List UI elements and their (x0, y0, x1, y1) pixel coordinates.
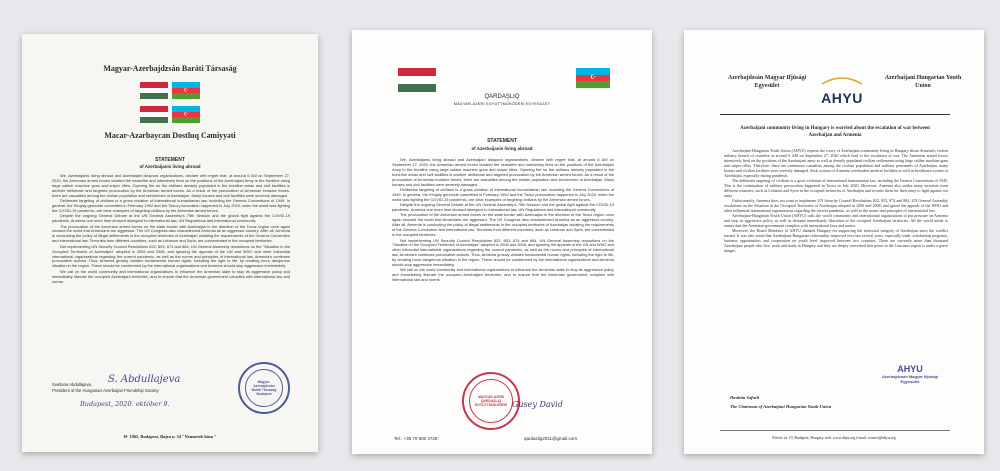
document-page-1 (22, 34, 318, 452)
signatory-block (730, 393, 831, 411)
signatory-title: President of the Hungarian-Azerbaijan Friendship Society (52, 388, 159, 393)
body-paragraph: Unfortunately, Armenia does not want to implement UN Security Council Resolutions 822, 853, 874 and 884, UN General Assembly resolutions on the Situation in the Occupied Territories of Azerbaijan adopted in 2006 and 2008, and ignore the appeals of the WHO and other influential international organizations regarding the current pandemic, as well as the norms and principles of international law. (724, 198, 948, 213)
statement-body (392, 158, 614, 284)
statement-subheading: of Azerbaijanis living abroad (139, 164, 201, 169)
stamp (872, 364, 948, 384)
body-paragraph: Azerbaijani-Hungarian Youth Union (AHYU) express the worry of Azerbaijani community living in Hungary about Armenia's violent military breach of ceasefire at around 6 AM on September 27, 2020 which lead to the escalation of war. The Armenian armed forces intensively fired on the positions of the Azerbaijani army as well as densely populated civilian settlements using large caliber machine guns and sniper rifles. Therefore, there are continuous casualties among the civilian population and military personnels of Azerbaijan, many houses and civilian facilities were severely damaged. Such actions of Armenia overburden medical facilities as well as healthcare system of Azerbaijan, especially during pandemic. (724, 148, 948, 178)
azerbaijan-flag-icon (576, 68, 610, 88)
stamp-text: Azerbajdzsán Magyar Ifjúsági Egyesület (881, 374, 938, 384)
stamp-logo: AHYU (897, 364, 923, 374)
statement-body (724, 148, 948, 253)
phone-number: Tel.: +36 70 600 4725; (394, 436, 439, 441)
contact-footer: Eötvös út. 19, Budapest, Hungary web: www.ahyu.org e-mail: contact@ahyu.org (772, 436, 896, 440)
body-paragraph: The provocation of the Armenian armed forces on the state border with Azerbaijan in the direction of the Tovuz region once again showed the world that Armenians are aggressor. The US Congress also characterized Armenia as an aggressor country. After all, Armenia is conducting the policy of illegal settlements in the occupied territories of Azerbaijan violating the requirements of the Geneva Convention and international law. Terrorists from different countries, such as Lebanon and Syria, are concentrated in the occupied territories. (392, 212, 614, 238)
organization-stamp: MAGYAR-AZERI QARDAŞLIQ EGYÜTTMŰKÖDÉSI (462, 372, 520, 430)
body-paragraph: Not implementing UN Security Council Resolutions 822, 853, 874 and 884, UN General Assembly resolutions on the "Situation in the Occupied Territories of Azerbaijan" adopted in 2006 and 2008, and ignoring the appeals of the UN and WHO and other influential international organizations regarding the current pandemic, as well as the norms and principles of international law, Armenia's continues provocative actions. Thus, Armenia grossly violates fundamental human rights, including the right to life, by creating more dangerous situation in the region. These should be condemned by the international organizations and Armenia should stop aggression immediately. (52, 243, 290, 269)
body-paragraph: We call on the world community and international organizations to influence the Armenian state to stop its aggressive policy and immediately liberate the occupied Azerbaijani territories, and to ensure that the Armenian government complies with international law and norms. (52, 268, 290, 284)
body-paragraph: We, Azerbaijanis living abroad and Azerbaijani diaspora organizations, declare with regret that, at around 6 AM on September 27, 2020, the Armenian armed forces violated the ceasefire and intensively fired on the positions of the Azerbaijani Army in the frontline using large caliber machine guns and sniper rifles. Opening fire on the civilians densely populated in the front-line areas and civil facilities is another deliberate and targeted provocation by the Armenian armed forces. As a result of the provocation of Armenian invasive forces, there are casualties among the civilian population and servicemen of Azerbaijan. Many houses and civil facilities were severely damaged. (392, 157, 614, 187)
body-paragraph: Azerbaijani-Hungarian Youth Union (AHYU) calls the world community and international organizations to put pressure on Armenia and stop its aggressive policy as well as demand immediately liberation of the occupied Azerbaijani territories. All the world needs to ensure that the Armenian government complies with international laws and norms. (724, 213, 948, 228)
body-paragraph: We call on the world community and international organizations to influence the Armenian state to stop its aggressive policy and immediately liberate the occupied Azerbaijani territories, and to ensure that the Armenian government complies with international law and norms. (392, 267, 614, 283)
org-name-hungarian: Azerbajdzsán Magyar Ifjúsági Egyesület (727, 75, 807, 89)
document-page-2 (352, 30, 652, 454)
org-name-azerbaijani: Macar-Azərbaycan Dostluq Cəmiyyəti (104, 131, 236, 140)
hungary-flag-icon (398, 68, 436, 92)
handwritten-place-date: Budapest, 2020. október 9. (80, 400, 170, 408)
org-name-azerbaijani: QARDAŞLIQ (484, 94, 520, 100)
org-name-hungarian: Magyar-Azerbajdzsán Baráti Társaság (103, 64, 237, 73)
ahyu-logo: AHYU (814, 72, 870, 106)
hungary-flag-icon (140, 82, 168, 99)
signature: Gusey David (512, 400, 563, 409)
document-title: Azerbaijani community living in Hungary is worried about the escalation of war between Azerbaijan and Armenia (740, 126, 930, 138)
azerbaijan-flag-icon (172, 106, 200, 123)
body-paragraph: We, Azerbaijanis living abroad and Azerbaijani diaspora organizations, declare with regret that, at around 6 AM on September 27, 2020, the Armenian armed forces violated the ceasefire and intensively fired on the positions of the Azerbaijani Army in the frontline using large caliber machine guns and sniper rifles. Opening fire on the civilians densely populated in the frontline areas and civil facilities is another deliberate and targeted provocation by the Armenian armed forces. As a result of the provocation of Armenian invasive forces, there are casualties among the civilian population and servicemen of Azerbaijan. Many houses and civil facilities were severely damaged. (52, 173, 290, 198)
body-paragraph: The deliberate targeting of civilians is a gross violation of international humanitarian law, including the Geneva Conventions of 1949. This is the continuation of military provocation happened in Tovuz in July 2020. Moreover, Armenia also settles many terrorists from different countries, such as Lebanon and Syria in the occupied territories of Azerbaijan and recruits them for their army to fight against our army. (724, 178, 948, 198)
azerbaijan-flag-icon (172, 82, 200, 99)
body-paragraph: Despite the ongoing General Debate at the UN General Assembly's 75th Session and the global fight against the COVID-19 pandemic, Armenia one more time showed disregard to international law, UN Regulations and international community. (52, 213, 290, 224)
body-paragraph: Not implementing UN Security Council Resolutions 822, 853, 874 and 884, UN General Assembly resolutions on the "Situation in the Occupied Territories of Azerbaijan" adopted in 2006 and 2008, and ignoring the appeals of the UN and WHO and other influential international organizations regarding the current pandemic, as well as the norms and principles of international law, Armenia's continues provocative actions. Thus, Armenia grossly violates fundamental human rights, including the right to life, by creating more dangerous situation in the region. These should be condemned by the international organizations and Armenia should stop aggression immediately. (392, 237, 615, 268)
body-paragraph: Despite the ongoing General Debate at the UN General Assembly's 75th Session and the global fight against the COVID-19 pandemic, Armenia one more time showed disregard to international law, UN Regulations and international community. (392, 202, 614, 213)
statement-title: STATEMENT (487, 138, 517, 144)
org-name-hungarian: MAGYAR-AZERI EGYÜTTMŰKÖDÉSI EGYESÜLET (453, 102, 551, 106)
statement-subheading: of Azerbaijanis living abroad (471, 146, 533, 151)
body-paragraph: The provocation of the Armenian armed forces on the state border with Azerbaijan in the direction of the Tovuz region once again showed the world that Armenians are aggressor. The US Congress also characterized Armenia as an aggressor country. After all, Armenia is conducting the policy of illegal settlements in the occupied territories of Azerbaijan violating the requirements of the Geneva Convention and international law. Terrorists from different countries, such as Lebanon and Syria, are concentrated in the occupied territories. (52, 223, 290, 244)
signatory-name: Svetlana Abdullajeva, (52, 382, 93, 387)
footer-divider (720, 430, 950, 431)
organization-stamp: Magyar-Azerbajdzsán Baráti Társaság Budapest (238, 362, 290, 414)
statement-body (52, 174, 290, 285)
hungary-flag-icon (140, 106, 168, 123)
logo-arc-icon (814, 75, 870, 85)
statement-title: STATEMENT (155, 157, 185, 163)
signature: S. Abdullajeva (108, 374, 181, 385)
body-paragraph: Moreover, the Board Members of AHYU thanked Hungary for supporting the territorial integrity of Azerbaijan since the conflict started. It was also noted that Azerbaijani-Hungarian relationship improved over last several years, especially trade, scholarship programs, business opportunities and cooperation on youth level improved between two countries. There are currently more than thousand Azerbaijani people who live, work and study in Hungary and they are deeply concerned that peace in the Caucasus region is under a grave danger. (724, 228, 948, 253)
signatory-name: Ibrahim Safarli (730, 395, 760, 400)
signatory-title: The Chairman of Azerbaijani Hungarian Youth Union (730, 404, 832, 409)
org-name-english: Azerbaijani Hungarian Youth Union (884, 75, 962, 89)
header-divider (720, 114, 950, 115)
email-address: qardaslig2011@gmail.com (524, 436, 578, 441)
body-paragraph: Deliberate targeting of civilians is a gross violation of international humanitarian law, including the Geneva Conventions of 1949. In general, the Khojaly genocide committed in February 1992 and the Tovuz provocation happened in July 2020, when the world was fighting the COVID-19 pandemic, are clear examples of targeting civilians by the Armenian armed forces. (392, 186, 614, 202)
document-page-3 (684, 30, 984, 454)
body-paragraph: Deliberate targeting of civilians is a gross violation of international humanitarian law, including the Geneva Conventions of 1949. In general, the Khojaly genocide committed in February 1992 and the Tovuz provocation happened in July 2020, when the world was fighting the COVID-19 pandemic, are clear examples of targeting civilians by the Armenian armed forces. (52, 198, 290, 213)
address-footer: H- 1062, Budapest, Bajza u. 54 "Nemzetek háza " (123, 434, 217, 439)
